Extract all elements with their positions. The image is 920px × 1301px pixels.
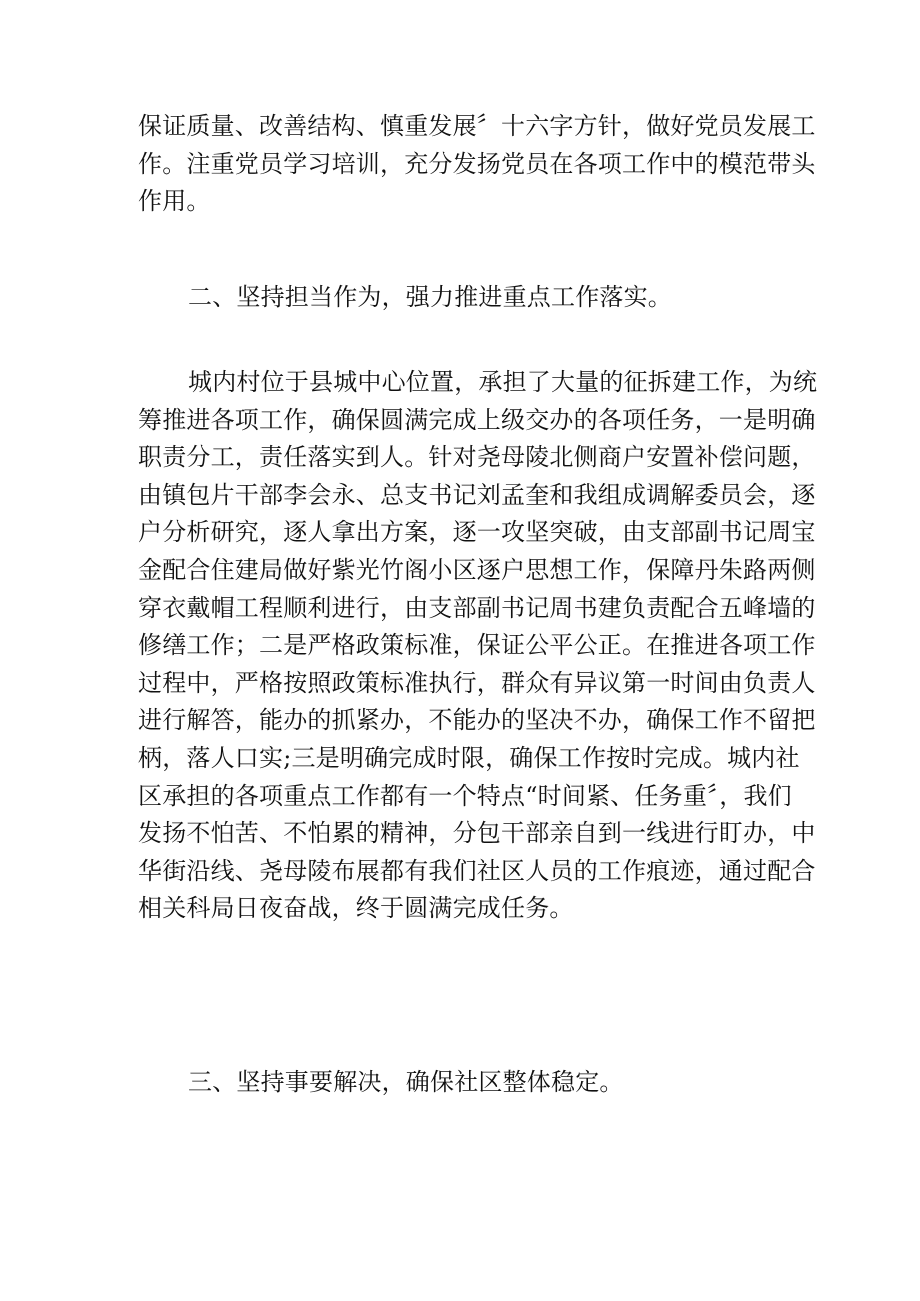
heading-text: 二、坚持担当作为，强力推进重点工作落实。: [188, 283, 672, 311]
text-line: 相关科局日夜奋战，终于圆满完成任务。: [138, 894, 574, 923]
text-line: 区承担的各项重点工作都有一个特点“时间紧、任务重〞，我们: [138, 781, 792, 810]
paragraph-continuation: [138, 108, 816, 221]
text-line: 柄，落人口实;三是明确完成时限，确保工作按时完成。城内社: [138, 743, 800, 772]
text-line: 户分析研究，逐人拿出方案，逐一攻坚突破，由支部副书记周宝: [138, 518, 816, 547]
text-line: 进行解答，能办的抓紧办，不能办的坚决不办，确保工作不留把: [138, 706, 816, 735]
text-line: 保证质量、改善结构、慎重发展〞十六字方针，做好党员发展工: [138, 112, 816, 140]
text-line: 筹推进各项工作，确保圆满完成上级交办的各项任务，一是明确: [138, 405, 816, 434]
section-heading-3: [138, 1064, 788, 1102]
text-line: 发扬不怕苦、不怕累的精神，分包干部亲自到一线进行盯办，中: [138, 819, 816, 848]
section-heading-2: [138, 279, 788, 317]
text-line: 穿衣戴帽工程顺利进行，由支部副书记周书建负责配合五峰墙的: [138, 593, 816, 622]
text-line: 华街沿线、尧母陵布展都有我们社区人员的工作痕迹，通过配合: [138, 856, 816, 885]
text-line: 职责分工，责任落实到人。针对尧母陵北侧商户安置补偿问题，: [138, 443, 816, 472]
text-line: 作。注重党员学习培训，充分发扬党员在各项工作中的模范带头: [138, 149, 816, 178]
text-line: 修缮工作；二是严格政策标准，保证公平公正。在推进各项工作: [138, 631, 816, 660]
text-line: 由镇包片干部李会永、总支书记刘孟奎和我组成调解委员会，逐: [138, 480, 816, 509]
paragraph-body: [138, 364, 818, 928]
heading-text: 三、坚持事要解决，确保社区整体稳定。: [188, 1068, 624, 1096]
text-line: 金配合住建局做好紫光竹阁小区逐户思想工作，保障丹朱路两侧: [138, 555, 816, 584]
text-line: 作用。: [138, 187, 211, 216]
text-line: 城内村位于县城中心位置，承担了大量的征拆建工作，为统: [188, 368, 818, 396]
text-line: 过程中，严格按照政策标准执行，群众有异议第一时间由负责人: [138, 668, 816, 697]
